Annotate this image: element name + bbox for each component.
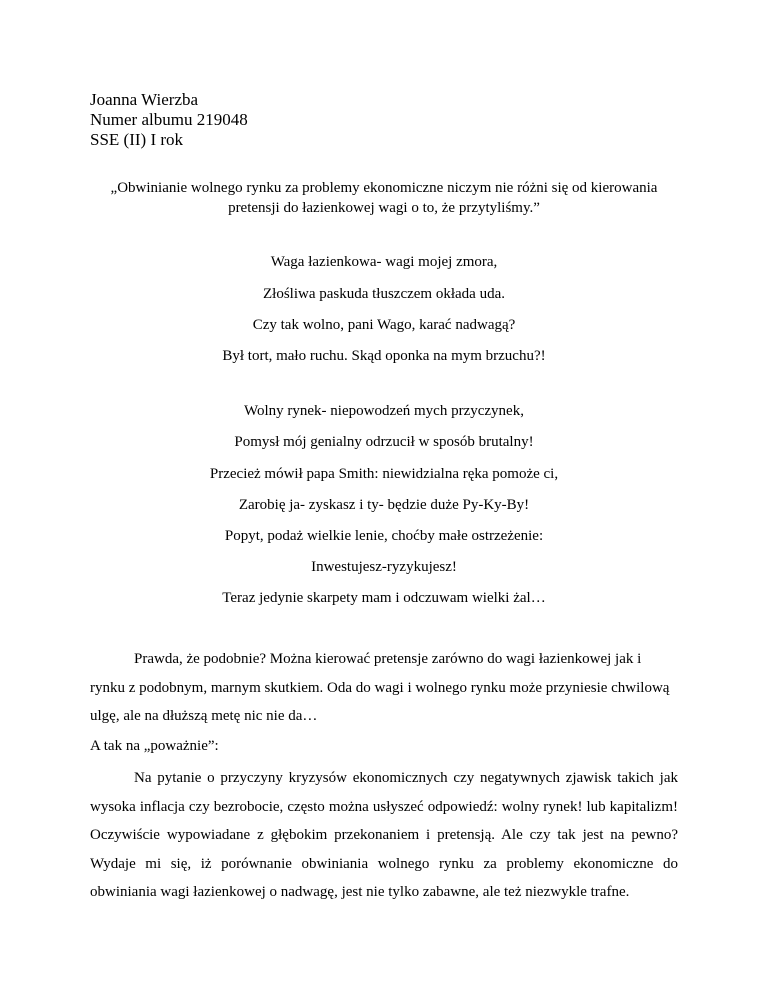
author-header <box>90 90 248 150</box>
study-program: SSE (II) I rok <box>90 130 184 149</box>
poem-line: Inwestujesz-ryzykujesz! <box>311 559 457 575</box>
poem-line: Pomysł mój genialny odrzucił w sposób brutalny! <box>234 434 534 450</box>
paragraph-text: Na pytanie o przyczyny kryzysów ekonomicznych czy negatywnych zjawisk takich jak wysoka inflacja czy bezrobocie, często można usłyszeć odpowiedź: wolny rynek! lub kapitalizm! Oczywiście wypowiadane z głębokim przekonaniem i pretensją. Ale czy tak jest na pewno? Wydaje mi się, iż porównanie obwiniania wolnego rynku za problemy ekonomiczne do obwiniania wagi łazienkowej o nadwagę, jest nie tylko zabawne, ale też niezwykle trafne. <box>90 770 678 900</box>
paragraph-comparison <box>90 645 678 731</box>
poem-line: Wolny rynek- niepowodzeń mych przyczynek, <box>244 403 524 419</box>
poem-line: Teraz jedynie skarpety mam i odczuwam wielki żal… <box>222 590 546 606</box>
poem-line: Czy tak wolno, pani Wago, karać nadwagą? <box>252 317 516 333</box>
poem-line: Był tort, mało ruchu. Skąd oponka na mym brzuchu?! <box>222 348 546 364</box>
poem-line: Przecież mówił papa Smith: niewidzialna ręka pomoże ci, <box>209 466 559 482</box>
album-number: Numer albumu 219048 <box>90 110 248 129</box>
poem-line: Złośliwa paskuda tłuszczem okłada uda. <box>262 286 505 302</box>
paragraph-argument <box>90 764 678 907</box>
paragraph-transition <box>90 732 678 761</box>
poem-line: Popyt, podaż wielkie lenie, choćby małe ostrzeżenie: <box>224 528 544 544</box>
poem-line: Waga łazienkowa- wagi mojej zmora, <box>270 254 498 270</box>
paragraph-text: A tak na „poważnie”: <box>90 738 219 754</box>
paragraph-text: Prawda, że podobnie? Można kierować pretensje zarówno do wagi łazienkowej jak i rynku z podobnym, marnym skutkiem. Oda do wagi i wolnego rynku może przyniesie chwilową ulgę, ale na dłuższą metę nic nie da… <box>90 651 670 724</box>
author-name: Joanna Wierzba <box>90 90 199 109</box>
poem-line: Zarobię ja- zyskasz i ty- będzie duże Py-Ky-By! <box>238 497 530 513</box>
epigraph-quote: „Obwinianie wolnego rynku za problemy ekonomiczne niczym nie różni się od kierowania pretensji do łazienkowej wagi o to, że przytyliśmy.” <box>110 180 658 216</box>
